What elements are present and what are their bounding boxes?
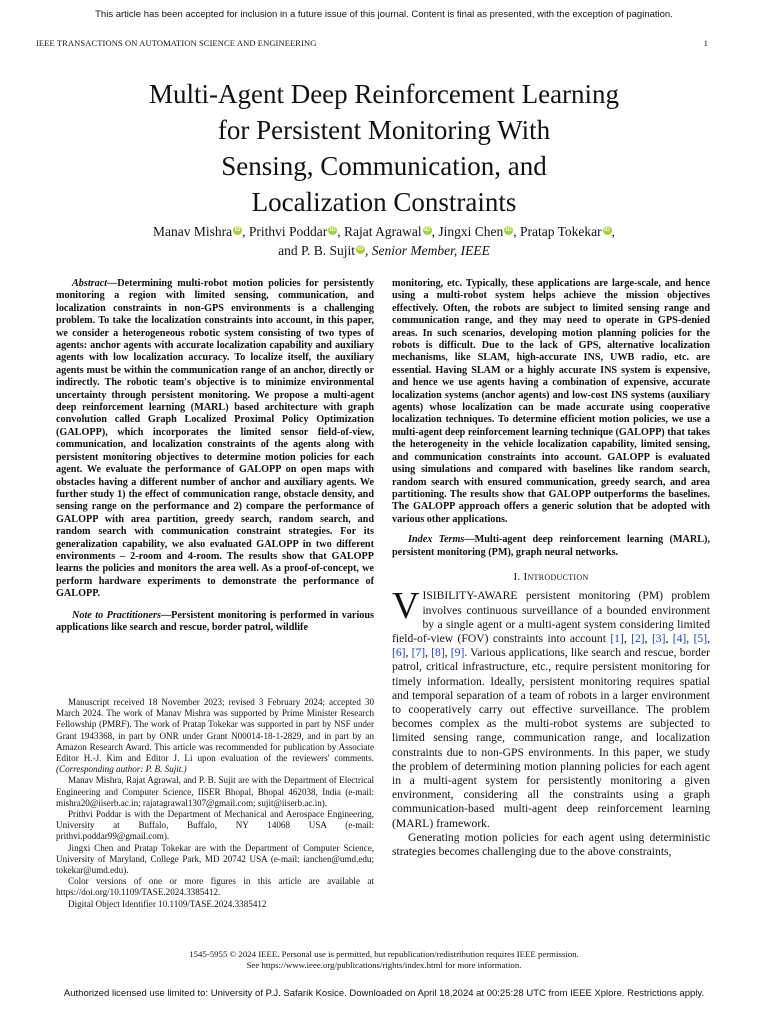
section-heading-introduction xyxy=(392,571,710,583)
doi-note: Digital Object Identifier 10.1109/TASE.2024.3385412 xyxy=(68,898,267,909)
intro-paragraph-1: VISIBILITY-AWARE persistent monitoring (PM) problem involves continuous surveillance of a bounded environment by a single agent or a multi-agent system considering limited field-of-view (FOV) constraints into account [1], [2], [3], [4], [5], [6], [7], [8], [9]. Various applications, like search and rescue, border patrol, critical infrastructure, etc., require persistent monitoring for timely information. Ideally, persistent monitoring requires spatial and temporal separation of a team of robots in a larger environment to cooperatively carry out effective surveillance. The problem becomes complex as the multi-robot systems are subjected to limited sensing range, communication range, and localization constraints due to non-GPS environments. In this paper, we study the problem of determining motion planning policies for each agent in a multi-agent system for persistently monitoring a given environment, considering all the constraints using a graph communication-based multi-agent deep reinforcement learning (MARL) framework. xyxy=(392,585,710,830)
author-name: Jingxi Chen xyxy=(438,224,504,239)
title-line-2: for Persistent Monitoring With xyxy=(217,115,551,145)
orcid-icon[interactable]: iD xyxy=(329,226,336,233)
practitioners-text-right: monitoring, etc. Typically, these applications are large-scale, and hence using a multi-robot system helps achieve the mission objectives effectively. Often, the robots are subject to limited sensing range and communication range, and they may need to operate in GPS-denied areas. In such scenarios, developing motion planning policies for the robots is difficult. Due to the lack of GPS, alternative localization mechanisms, like SLAM, high-accurate INS, UWB radio, etc. are essential. Having SLAM or a highly accurate INS system is expensive, and hence we use agents having a combination of expensive, accurate localization systems (anchor agents) and low-cost INS systems (auxiliary agents) whose localization can be made accurate using cooperative localization techniques. To determine efficient motion policies, we use a multi-agent deep reinforcement learning technique (GALOPP) that takes the heterogeneity in the vehicle localization capability, limited sensing, and communication constraints into account. GALOPP is evaluated using simulations and compared with baselines like random search, random search with ensured communication, greedy search, and area partitioning. The results show that GALOPP outperforms the baselines. The GALOPP approach offers a generic solution that be adopted with various other applications. xyxy=(392,278,710,525)
paper-title xyxy=(60,76,708,220)
title-line-4: Localization Constraints xyxy=(251,187,517,217)
corresponding-author: (Corresponding author: P. B. Sujit.) xyxy=(56,764,187,775)
practitioners-label: Note to Practitioners xyxy=(72,609,161,621)
section-number: I. xyxy=(513,570,521,583)
citation-link[interactable]: [7] xyxy=(411,646,426,660)
right-column xyxy=(392,278,710,859)
running-head xyxy=(36,38,708,48)
author-name: Prithvi Poddar xyxy=(248,224,328,239)
orcid-icon[interactable]: iD xyxy=(357,245,364,252)
author-name: Pratap Tokekar xyxy=(519,224,602,239)
citation-link[interactable]: [3] xyxy=(651,631,666,645)
left-column xyxy=(56,278,374,634)
index-terms-text: Multi-agent deep reinforcement learning (MARL), persistent monitoring (PM), graph neural networks. xyxy=(392,534,710,558)
citation-link[interactable]: [2] xyxy=(631,631,645,645)
orcid-icon[interactable]: iD xyxy=(604,226,611,233)
intro-paragraph-2: Generating motion policies for each agent using deterministic strategies becomes challenging due to the above constraints, xyxy=(392,830,710,858)
citation-link[interactable]: [1] xyxy=(610,631,624,645)
abstract-text: Determining multi-robot motion policies for persistently monitoring a region with limited sensing, communication, and localization constraints in non-GPS environments is a challenging problem. To take the localization constraints into account, in this paper, we consider a heterogeneous robotic system consisting of two types of agents: anchor agents with accurate localization capability and auxiliary agents with low localization accuracy. To localize itself, the auxiliary agents must be within the communication range of an anchor, directly or indirectly. The robotic team's objective is to minimize environmental uncertainty through persistent monitoring. We propose a multi-agent deep reinforcement learning (MARL) based architecture with graph convolution called Graph Localized Proximal Policy Optimization (GALOPP), which incorporates the limited sensor field-of-view, communication, and localization constraints of the agents along with persistent monitoring objectives to determine motion policies for each agent. We evaluate the performance of GALOPP on open maps with obstacles having a different number of anchor and auxiliary agents. We further study 1) the effect of communication range, obstacle density, and sensing range on the performance and 2) compare the performance of GALOPP with area partition, greedy search, random search, and random search with communication constraint strategies. For its generalization capability, we also evaluated GALOPP in two different environments – 2-room and 4-room. The results show that GALOPP learns the policies and monitors the area well. As a proof-of-concept, we perform hardware experiments to demonstrate the performance of GALOPP. xyxy=(56,278,374,600)
citation-link[interactable]: [4] xyxy=(672,631,687,645)
orcid-icon[interactable]: iD xyxy=(424,226,431,233)
license-notice: Authorized licensed use limited to: University of P.J. Safarik Kosice. Downloaded on April 18,2024 at 00:25:28 UTC from IEEE Xplore. Restrictions apply. xyxy=(63,988,705,999)
affiliation-note: Jingxi Chen and Pratap Tokekar are with the Department of Computer Science, University of Maryland, College Park, MD 20742 USA (e-mail: ianchen@umd.edu; tokekar@umd.edu). xyxy=(56,842,374,876)
rights-link[interactable]: See https://www.ieee.org/publications/rights/index.html for more information. xyxy=(246,960,522,970)
copyright-footer xyxy=(0,949,768,971)
copyright-line: 1545-5955 © 2024 IEEE. Personal use is permitted, but republication/redistribution requires IEEE permission. xyxy=(189,949,579,959)
drop-cap: V xyxy=(392,585,420,628)
title-line-1: Multi-Agent Deep Reinforcement Learning xyxy=(148,79,620,109)
introduction-body xyxy=(392,585,710,859)
abstract: Abstract—Determining multi-robot motion policies for persistently monitoring a region with limited sensing, communication, and localization constraints in non-GPS environments is a challenging problem. To take the localization constraints into account, in this paper, we consider a heterogeneous robotic system consisting of two types of agents: anchor agents with accurate localization capability and auxiliary agents with low localization accuracy. To localize itself, the auxiliary agents must be within the communication range of an anchor, directly or indirectly. The robotic team's objective is to minimize environmental uncertainty through persistent monitoring. We propose a multi-agent deep reinforcement learning (MARL) based architecture with graph convolution called Graph Localized Proximal Policy Optimization (GALOPP), which incorporates the limited sensor field-of-view, communication, and localization constraints of the agents along with persistent monitoring objectives to determine motion policies for each agent. We evaluate the performance of GALOPP on open maps with obstacles having a different number of anchor and auxiliary agents. We further study 1) the effect of communication range, obstacle density, and sensing range on the performance and 2) compare the performance of GALOPP with area partition, greedy search, random search, and random search with communication constraint strategies. For its generalization capability, we also evaluated GALOPP in two different environments – 2-room and 4-room. The results show that GALOPP learns the policies and monitors the area well. As a proof-of-concept, we perform hardware experiments to demonstrate the performance of GALOPP. xyxy=(56,278,374,600)
practitioners-text-left: Persistent monitoring is performed in various applications like search and rescue, border patrol, wildlife xyxy=(56,609,375,633)
author-name: Rajat Agrawal xyxy=(343,224,422,239)
acceptance-notice: This article has been accepted for inclusion in a future issue of this journal. Content is final as presented, with the exception of pagination. xyxy=(95,9,673,20)
orcid-icon[interactable]: iD xyxy=(505,226,512,233)
section-title: Introduction xyxy=(523,570,589,583)
orcid-icon[interactable]: iD xyxy=(234,226,241,233)
citation-link[interactable]: [5] xyxy=(693,631,708,645)
manuscript-note: Manuscript received 18 November 2023; revised 3 February 2024; accepted 30 March 2024. The work of Manav Mishra was supported by Prime Minister Research Fellowship (PMRF). The work of Pratap Tokekar was supported in part by NSF under Grant 1943368, in part by ONR under Grant N00014-18-1-2829, and in part by an Amazon Research Award. This article was recommended for publication by Associate Editor H.-J. Kim and Editor J. Li upon evaluation of the reviewers' comments. (Corresponding author: P. B. Sujit.) xyxy=(56,697,374,775)
author-membership: Senior Member, IEEE xyxy=(371,243,490,258)
citation-link[interactable]: [6] xyxy=(392,646,406,660)
author-name: Manav Mishra xyxy=(152,224,233,239)
footnotes xyxy=(56,697,374,910)
color-note: Color versions of one or more figures in this article are available at https://doi.org/10.1109/TASE.2024.3385412. xyxy=(56,876,374,898)
practitioners-note: Note to Practitioners—Persistent monitoring is performed in various applications like search and rescue, border patrol, wildlife xyxy=(56,609,375,633)
abstract-label: Abstract xyxy=(72,278,108,289)
citation-link[interactable]: [9] xyxy=(450,646,465,660)
title-line-3: Sensing, Communication, and xyxy=(221,151,547,181)
page-number: 1 xyxy=(703,38,708,48)
affiliation-note: Manav Mishra, Rajat Agrawal, and P. B. Sujit are with the Department of Electrical Engineering and Computer Science, IISER Bhopal, Bhopal 462038, India (e-mail: mishra20@iiserb.ac.in; rajatagrawal1307@gmail.com; sujit@iiserb.ac.in). xyxy=(56,775,374,808)
index-terms-label: Index Terms xyxy=(408,534,465,546)
index-terms: Index Terms—Multi-agent deep reinforcement learning (MARL), persistent monitoring (PM), graph neural networks. xyxy=(392,534,710,558)
journal-name: IEEE TRANSACTIONS ON AUTOMATION SCIENCE AND ENGINEERING xyxy=(36,38,317,48)
affiliation-note: Prithvi Poddar is with the Department of Mechanical and Aerospace Engineering, University at Buffalo, Buffalo, NY 14068 USA (e-mail: prithvi.poddar99@gmail.com). xyxy=(56,809,374,842)
author-name: and P. B. Sujit xyxy=(278,243,356,258)
citation-link[interactable]: [8] xyxy=(431,646,445,660)
author-list: Manav Mishra iD , Prithvi Poddar iD , Rajat Agrawal iD , Jingxi Chen iD , Pratap Tokekar iD , and P. B. Sujit iD , Senior Member, IEEE xyxy=(152,224,616,258)
